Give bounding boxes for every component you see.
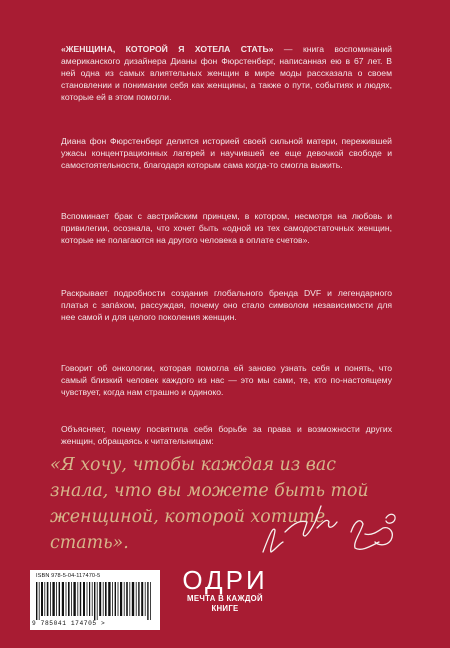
intro-text: — книга воспоминаний американского дизайнера Дианы фон Фюрстенберг, написанная ею в 67 лет. В ней одна из самых влиятельных женщин в мире моды рассказала о своем становлении и понимании себя как женщины, а также о пути, событиях и людях, которые ей в этом помогли. — [61, 44, 392, 102]
book-title: «ЖЕНЩИНА, КОТОРОЙ Я ХОТЕЛА СТАТЬ» — [61, 44, 274, 54]
publisher-tagline-2: КНИГЕ — [211, 603, 239, 613]
barcode-digits: 9 785041 174705 > — [32, 620, 106, 627]
publisher-tagline-1: МЕЧТА В КАЖДОЙ — [187, 594, 263, 603]
barcode-icon — [36, 582, 154, 620]
paragraph-rights: Объясняет, почему посвятила себя борьбе за права и возможности других женщин, обращаясь к читательницам: — [61, 424, 392, 446]
paragraph-mother: Диана фон Фюрстенберг делится историей своей сильной матери, пережившей ужасы концентрационных лагерей и научившей ее еще девочкой свободе и самостоятельности, благодаря которым сама когда-то смогла выжить. — [61, 136, 392, 170]
paragraph-oncology: Говорит об онкологии, которая помогла ей заново узнать себя и понять, что самый близкий человек каждого из нас — это мы сами, те, кто по-настоящему чувствует, когда нам страшно и одиноко. — [61, 363, 392, 397]
isbn-label: ISBN 978-5-04-117470-5 — [36, 573, 101, 579]
paragraph-marriage: Вспоминает брак с австрийским принцем, в котором, несмотря на любовь и привилегии, осознала, что хочет быть «одной из тех самодостаточных женщин, которые не полагаются на другого человека в оплате счетов». — [61, 211, 392, 245]
paragraph-brand: Раскрывает подробности создания глобального бренда DVF и легендарного платья с запáхом, рассуждая, почему оно стало символом независимости для нее самой и для целого поколения женщин. — [61, 288, 392, 322]
barcode-block — [30, 570, 160, 630]
publisher-logo — [172, 566, 278, 613]
paragraph-intro — [61, 44, 392, 104]
pull-quote: «Я хочу, чтобы каждая из вас знала, что вы можете быть той женщиной, которой хотите стать». — [50, 455, 369, 553]
publisher-name: ОДРИ — [182, 565, 268, 595]
